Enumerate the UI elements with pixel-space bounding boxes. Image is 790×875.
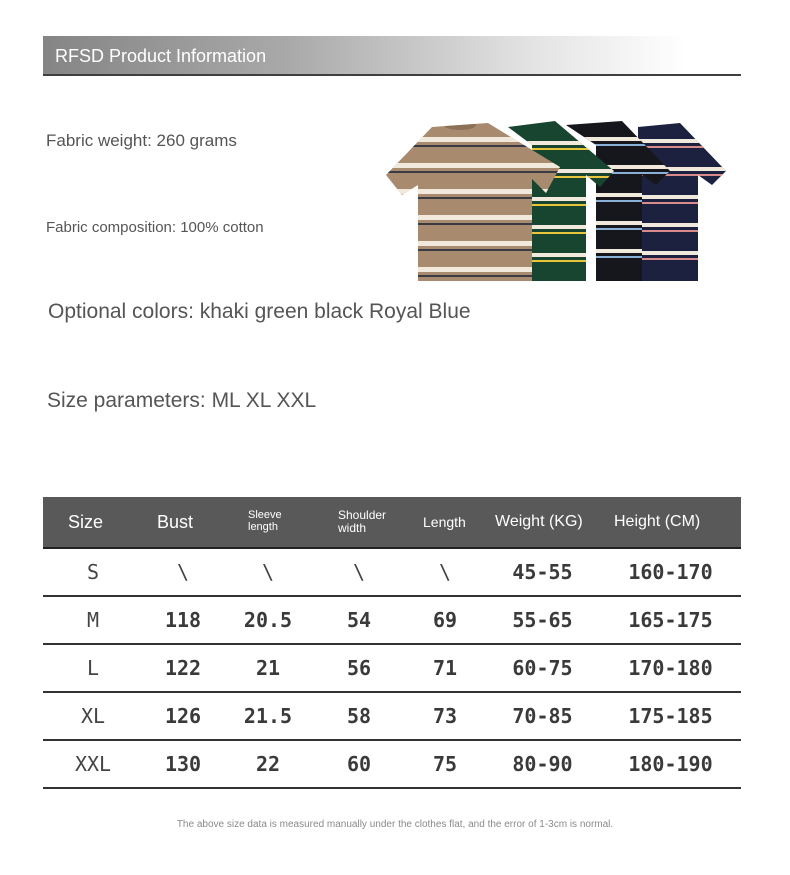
cell-height: 175-185	[600, 692, 741, 740]
cell-weight: 60-75	[485, 644, 600, 692]
cell-size: M	[43, 596, 143, 644]
cell-sleeve: 22	[223, 740, 313, 788]
header-size: Size	[43, 497, 143, 548]
cell-size: S	[43, 548, 143, 596]
header-weight: Weight (KG)	[485, 497, 600, 548]
section-header	[43, 36, 741, 76]
cell-shoulder: 60	[313, 740, 405, 788]
header-height: Height (CM)	[600, 497, 741, 548]
striped-tshirts-image	[380, 115, 730, 287]
cell-sleeve: 20.5	[223, 596, 313, 644]
cell-bust: \	[143, 548, 223, 596]
cell-bust: 122	[143, 644, 223, 692]
fabric-composition: Fabric composition: 100% cotton	[46, 219, 264, 236]
cell-sleeve: 21.5	[223, 692, 313, 740]
measurement-footnote: The above size data is measured manually under the clothes flat, and the error of 1-3cm is normal.	[176, 819, 614, 830]
cell-shoulder: \	[313, 548, 405, 596]
cell-length: 75	[405, 740, 485, 788]
khaki-collar	[444, 120, 476, 130]
header-bust: Bust	[143, 497, 223, 548]
fabric-weight: Fabric weight: 260 grams	[46, 131, 237, 150]
cell-weight: 80-90	[485, 740, 600, 788]
size-chart-table	[43, 497, 741, 789]
cell-bust: 130	[143, 740, 223, 788]
cell-size: XXL	[43, 740, 143, 788]
cell-length: 73	[405, 692, 485, 740]
cell-sleeve: \	[223, 548, 313, 596]
table-header-row	[43, 497, 741, 548]
cell-height: 180-190	[600, 740, 741, 788]
cell-height: 165-175	[600, 596, 741, 644]
size-parameters: Size parameters: ML XL XXL	[47, 389, 317, 412]
cell-weight: 45-55	[485, 548, 600, 596]
cell-bust: 118	[143, 596, 223, 644]
cell-height: 170-180	[600, 644, 741, 692]
cell-weight: 70-85	[485, 692, 600, 740]
table-row	[43, 596, 741, 644]
cell-height: 160-170	[600, 548, 741, 596]
cell-shoulder: 56	[313, 644, 405, 692]
header-length: Length	[405, 497, 485, 548]
cell-size: L	[43, 644, 143, 692]
cell-bust: 126	[143, 692, 223, 740]
table-row	[43, 548, 741, 596]
cell-weight: 55-65	[485, 596, 600, 644]
table-row	[43, 740, 741, 788]
header-sleeve-length: Sleeve length	[223, 497, 313, 548]
cell-sleeve: 21	[223, 644, 313, 692]
cell-length: 71	[405, 644, 485, 692]
cell-shoulder: 58	[313, 692, 405, 740]
table-row	[43, 644, 741, 692]
cell-length: 69	[405, 596, 485, 644]
section-title: RFSD Product Information	[55, 46, 267, 66]
cell-length: \	[405, 548, 485, 596]
header-shoulder-width: Shoulder width	[313, 497, 405, 548]
cell-shoulder: 54	[313, 596, 405, 644]
optional-colors: Optional colors: khaki green black Royal Blue	[48, 300, 471, 323]
table-row	[43, 692, 741, 740]
cell-size: XL	[43, 692, 143, 740]
